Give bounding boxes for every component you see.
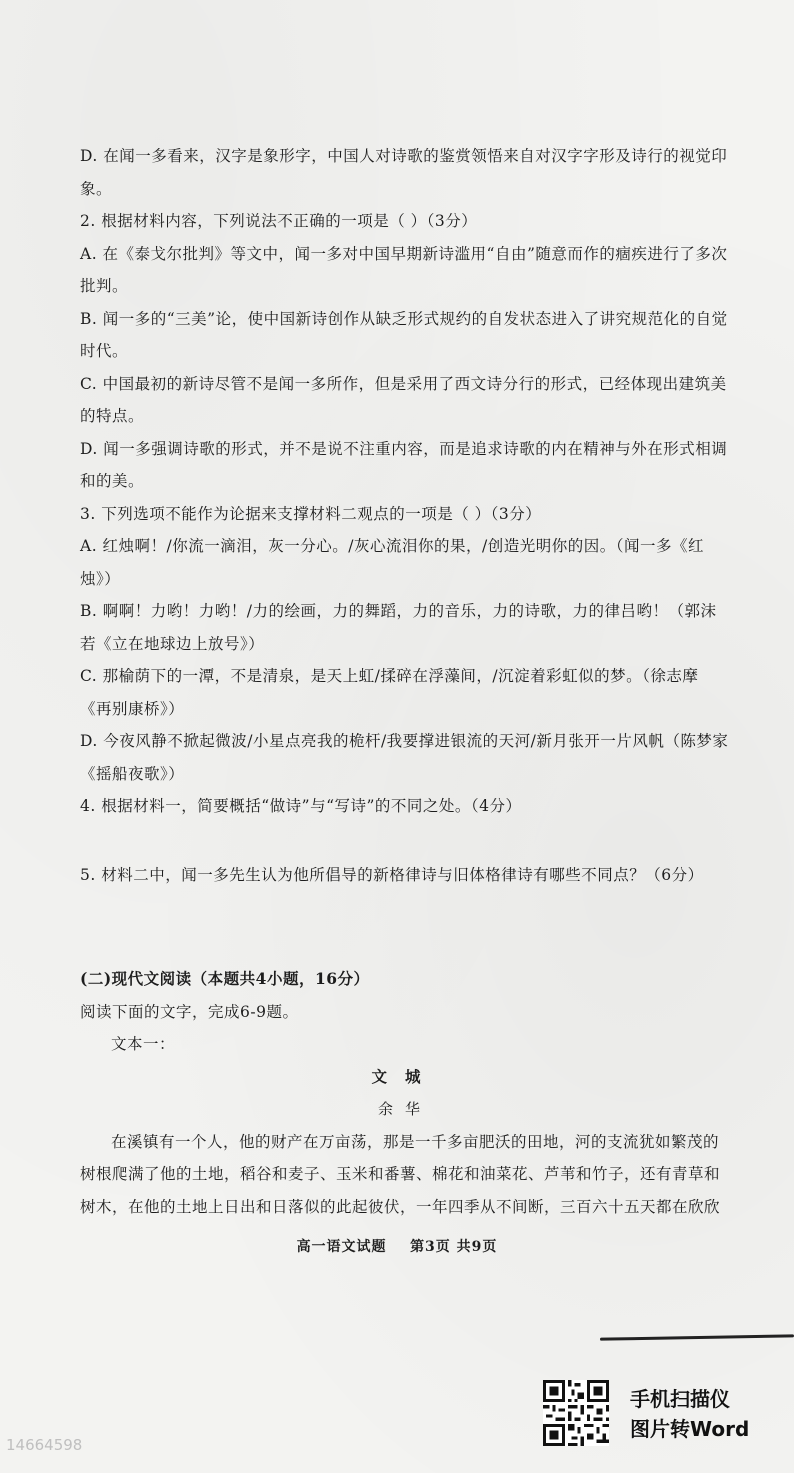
q4-stem: 4. 根据材料一，简要概括“做诗”与“写诗”的不同之处。（4分） — [80, 797, 522, 815]
text-label: 文本一： — [111, 1035, 176, 1053]
passage-author: 余华 — [377, 1100, 432, 1118]
promo-line-1: 手机扫描仪 — [630, 1387, 730, 1411]
q3-option-c: C. 那榆荫下的一潭，不是清泉，是天上虹/揉碎在浮藻间，/沉淀着彩虹似的梦。（徐志摩《再别康桥》） — [80, 667, 699, 718]
scan-edge-line — [600, 1334, 794, 1340]
q2-option-d: D. 闻一多强调诗歌的形式，并不是说不注重内容，而是追求诗歌的内在精神与外在形式相调和的美。 — [80, 439, 728, 490]
qr-code-icon — [543, 1380, 609, 1446]
scanner-promo — [630, 1384, 749, 1444]
passage-paragraph: 在溪镇有一个人，他的财产在万亩荡，那是一千多亩肥沃的田地，河的支流犹如繁茂的树根爬满了他的土地，稻谷和麦子、玉米和番薯、棉花和油菜花、芦苇和竹子，还有青草和树木，在他的土地上日出和日落似的此起彼伏，一年四季从不间断，三百六十五天都在欣欣 — [80, 1132, 721, 1216]
q3-option-b: B. 啊啊！力哟！力哟！/力的绘画，力的舞蹈，力的音乐，力的诗歌，力的律吕哟！（郭沫若《立在地球边上放号》） — [80, 602, 717, 653]
q2-stem: 2. 根据材料内容，下列说法不正确的一项是（ ）（3分） — [80, 212, 478, 230]
exam-name: 高一语文试题 — [296, 1239, 387, 1255]
page-content — [80, 140, 730, 1223]
q5-stem: 5. 材料二中，闻一多先生认为他所倡导的新格律诗与旧体格律诗有哪些不同点？（6分） — [80, 865, 704, 884]
q2-option-a: A. 在《泰戈尔批判》等文中，闻一多对中国早期新诗滥用“自由”随意而作的痼疾进行了多次批判。 — [80, 244, 728, 295]
q1-option-d: D. 在闻一多看来，汉字是象形字，中国人对诗歌的鉴赏领悟来自对汉字字形及诗行的视觉印象。 — [80, 147, 728, 198]
watermark-id: 14664598 — [6, 1436, 83, 1454]
q3-stem: 3. 下列选项不能作为论据来支撑材料二观点的一项是（ ）（3分） — [80, 504, 542, 523]
promo-line-2: 图片转Word — [630, 1417, 750, 1441]
passage-title: 文城 — [371, 1066, 439, 1086]
q2-option-b: B. 闻一多的“三美”论，使中国新诗创作从缺乏形式规约的自发状态进入了讲究规范化的自觉时代。 — [80, 309, 728, 360]
page-footer — [0, 1236, 794, 1256]
section-heading: (二)现代文阅读（本题共4小题，16分） — [80, 969, 370, 988]
section-instruction: 阅读下面的文字，完成6-9题。 — [80, 1002, 299, 1021]
q2-option-c: C. 中国最初的新诗尽管不是闻一多所作，但是采用了西文诗分行的形式，已经体现出建筑美的特点。 — [80, 374, 727, 425]
page-info: 第3页 共9页 — [410, 1239, 498, 1255]
q3-option-d: D. 今夜风静不掀起微波/小星点亮我的桅杆/我要撑进银流的天河/新月张开一片风帆（陈梦家《摇船夜歌》） — [80, 732, 729, 783]
q3-option-a: A. 红烛啊！/你流一滴泪，灰一分心。/灰心流泪你的果，/创造光明你的因。（闻一多《红烛》） — [80, 537, 704, 588]
